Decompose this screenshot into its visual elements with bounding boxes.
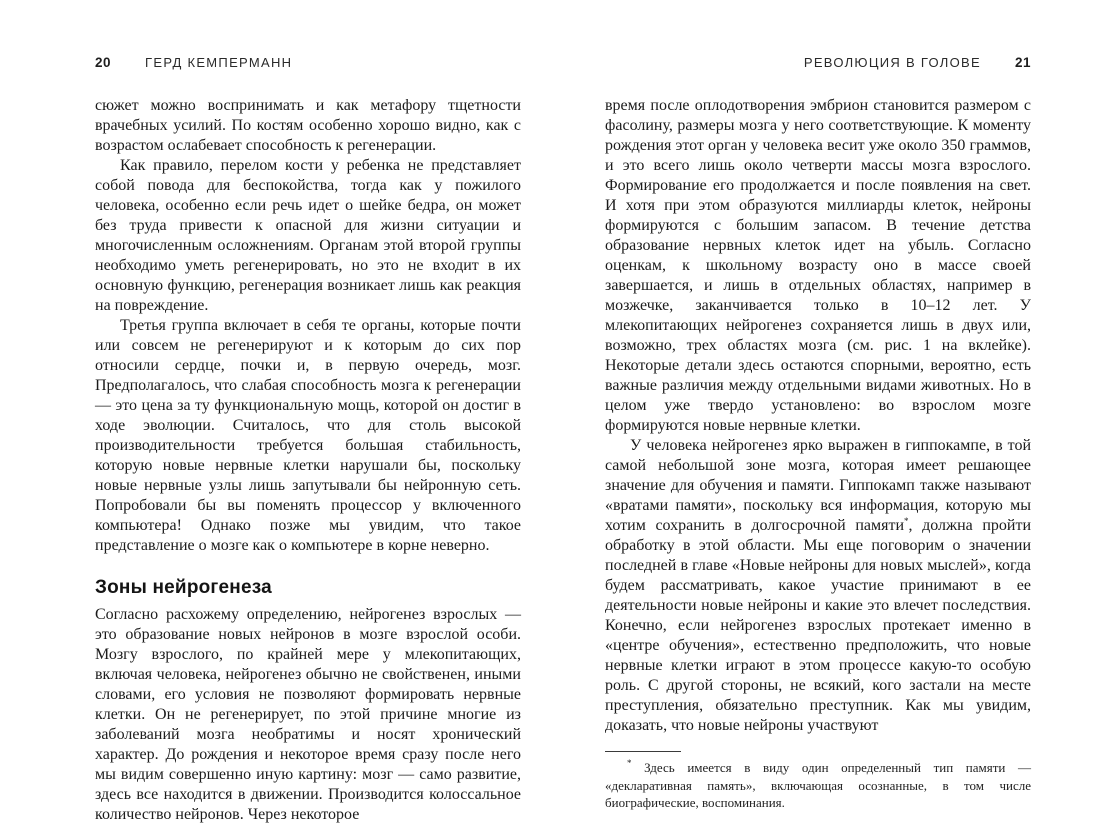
page-right <box>605 55 1031 812</box>
running-head-left <box>95 55 521 69</box>
footnote-text <box>605 759 1031 812</box>
footnote-divider <box>605 751 681 752</box>
page-left <box>95 55 521 825</box>
section-heading: Зоны нейрогенеза <box>95 577 272 598</box>
footnote-reference-marker: * <box>904 516 909 526</box>
right-page-body <box>605 96 1031 736</box>
running-head-right <box>605 55 1031 69</box>
body-paragraph: Третья группа включает в себя те органы, которые почти или совсем не регенерируют и к которым до сих пор относили сердце, почки и, в первую очередь, мозг. Предполагалось, что слабая способность мозга к регенерации — это цена за ту функциональную мощь, которой он достиг в ходе эволюции. Считалось, что для столь высокой производительности требуется большая стабильность, которую новые нервные клетки нарушали бы, поскольку новые нервные узлы лишь запутывали бы нейронную сеть. Попробовали бы вы поменять процессор у включенного компьютера! Однако позже мы увидим, что такое представление о мозге как о компьютере в корне неверно. <box>95 317 521 554</box>
body-paragraph: Как правило, перелом кости у ребенка не представляет собой повода для беспокойства, тогда как у пожилого человека, особенно если речь идет о шейке бедра, он может без труда привести к опасной для жизни ситуации и многочисленным осложнениям. Органам этой второй группы необходимо уметь регенерировать, но это не входит в их основную функцию, регенерация возникает лишь как реакция на повреждение. <box>95 157 521 314</box>
footnote-marker: * <box>627 758 632 768</box>
running-head-author: ГЕРД КЕМПЕРМАНН <box>145 55 293 70</box>
body-paragraph: сюжет можно воспринимать и как метафору тщетности врачебных усилий. По костям особенно хорошо видно, как с возрастом ослабевает способность к регенерации. <box>95 97 521 154</box>
footnote-body: Здесь имеется в виду один определенный тип памяти — «декларативная память», включающая осознанные, в том числе биографические, воспоминания. <box>605 760 1031 810</box>
body-paragraph: Согласно расхожему определению, нейрогенез взрослых — это образование новых нейронов в мозге взрослой особи. Мозгу взрослого, по крайней мере у млекопитающих, включая человека, нейрогенез обычно не свойственен, иными словами, его условия не позволяют формировать нервные клетки. Он не регенерирует, по этой причине многие из заболеваний мозга необратимы и носят хронический характер. До рождения и некоторое время сразу после него мы видим совершенно иную картину: мозг — само развитие, здесь все находится в движении. Производится колоссальное количество нейронов. Через некоторое <box>95 606 521 823</box>
page-number-left: 20 <box>95 55 112 70</box>
body-paragraph: время после оплодотворения эмбрион становится размером с фасолину, размеры мозга у него соответствующие. К моменту рождения этот орган у человека весит уже около 350 граммов, и это всего лишь около четверти массы мозга взрослого. Формирование его продолжается и после появления на свет. И хотя при этом образуются миллиарды клеток, нейроны формируются с большим запасом. В течение детства образование нервных клеток идет на убыль. Согласно оценкам, к школьному возрасту оно в массе своей завершается, и лишь в отдельных областях, например в мозжечке, заканчивается только в 10–12 лет. У млекопитающих нейрогенез сохраняется лишь в двух или, возможно, трех областях мозга (см. рис. 1 на вклейке). Некоторые детали здесь остаются спорными, вероятно, есть важные различия между отдельными видами животных. Но в целом уже твердо установлено: во взрослом мозге формируются новые нервные клетки. <box>605 97 1031 434</box>
paragraph-text-after-marker: , должна пройти обработку в этой области. Мы еще поговорим о значении последней в главе «Новые нейроны для новых мыслей», когда будем рассматривать, какое участие принимают в ее деятельности новые нейроны и какие это влечет последствия. Конечно, если нейрогенез взрослых протекает именно в «центре обучения», естественно предположить, что новые нервные клетки играют в этом процессе какую-то особую роль. С другой стороны, не всякий, кого застали на месте преступления, обязательно преступник. Как мы увидим, доказать, что новые нейроны участвуют <box>605 517 1031 734</box>
left-page-body <box>95 96 521 825</box>
page-number-right: 21 <box>1014 55 1031 70</box>
body-paragraph-with-footnote-ref <box>605 436 1031 736</box>
running-head-book-title: РЕВОЛЮЦИЯ В ГОЛОВЕ <box>803 55 981 70</box>
paragraph-text-before-marker: У человека нейрогенез ярко выражен в гиппокампе, в той самой небольшой зоне мозга, которая имеет решающее значение для обучения и памяти. Гиппокамп также называют «вратами памяти», поскольку вся информация, которую мы хотим сохранить в долгосрочной памяти <box>605 437 1031 534</box>
footnote-block <box>605 751 1031 812</box>
